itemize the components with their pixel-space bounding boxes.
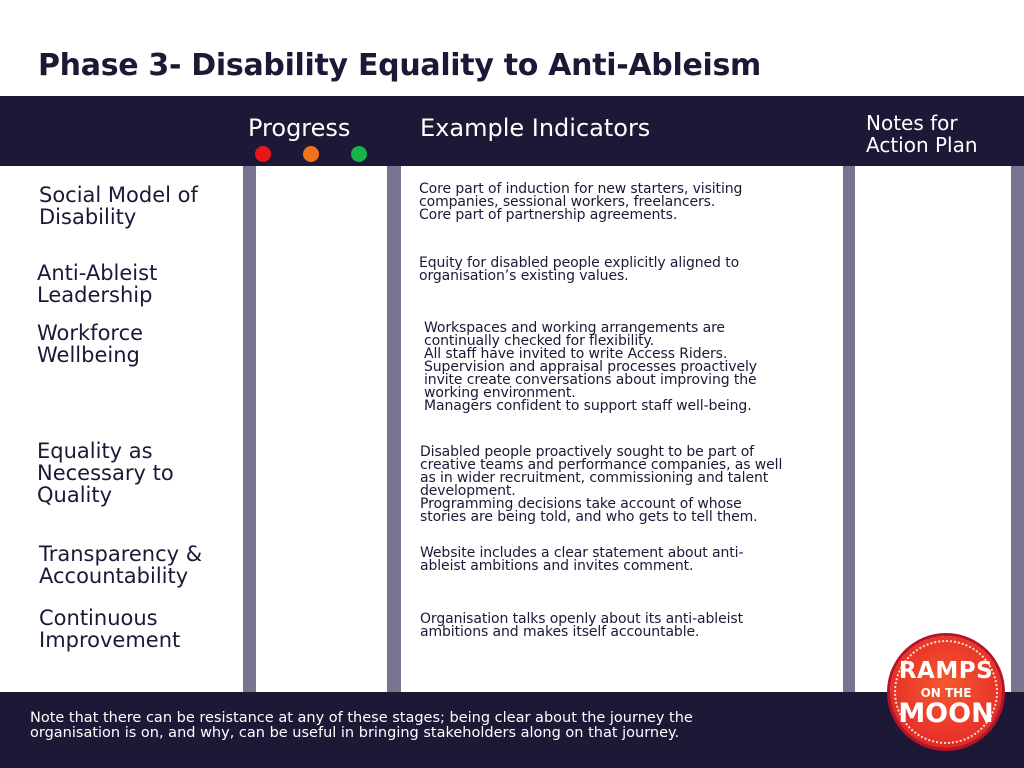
row-label-improvement	[39, 607, 239, 651]
indicator-line: Core part of partnership agreements.	[419, 207, 678, 223]
row-label-transparency	[39, 543, 239, 587]
row-label-line: Continuous	[39, 606, 158, 630]
indicator-leadership	[419, 257, 829, 283]
indicator-line: ambitions and makes itself accountable.	[420, 624, 700, 640]
indicator-transparency	[420, 547, 830, 573]
indicator-equality-quality	[420, 446, 830, 524]
indicator-line: stories are being told, and who gets to tell them.	[420, 509, 758, 525]
indicator-line: Disabled people proactively sought to be part of	[420, 444, 754, 460]
indicator-line: Workspaces and working arrangements are	[424, 320, 725, 336]
indicator-line: companies, sessional workers, freelancers.	[419, 194, 716, 210]
notes-header-line: Notes for	[866, 111, 958, 135]
indicators-header: Example Indicators	[420, 114, 651, 142]
indicator-line: Website includes a clear statement about anti-	[420, 545, 744, 561]
page-title: Phase 3- Disability Equality to Anti-Ableism	[38, 48, 762, 83]
row-label-line: Social Model of	[39, 183, 198, 207]
notes-header	[866, 112, 1016, 156]
row-label-line: Leadership	[37, 283, 153, 307]
row-label-line: Workforce	[37, 321, 144, 345]
row-label-line: Necessary to	[37, 461, 174, 485]
footer-note-line: Note that there can be resistance at any of these stages; being clear about the journey the	[30, 710, 693, 726]
indicator-line: invite create conversations about improving the	[424, 372, 757, 388]
indicator-line: Equity for disabled people explicitly aligned to	[419, 255, 740, 271]
progress-green-dot	[351, 146, 367, 162]
indicator-line: continually checked for flexibility.	[424, 333, 655, 349]
indicator-line: Supervision and appraisal processes proactively	[424, 359, 757, 375]
indicator-line: creative teams and performance companies, as well	[420, 457, 783, 473]
row-label-line: Equality as	[37, 439, 153, 463]
row-label-line: Transparency &	[39, 542, 203, 566]
row-label-line: Quality	[37, 483, 113, 507]
notes-header-line: Action Plan	[866, 133, 978, 157]
row-label-equality-quality	[37, 440, 237, 506]
footer-note	[30, 711, 830, 741]
logo-text-moon: MOON	[898, 698, 994, 729]
indicator-social-model	[419, 183, 829, 222]
indicator-line: organisation’s existing values.	[419, 268, 629, 284]
logo-text-ramps: RAMPS	[898, 658, 994, 684]
indicator-line: working environment.	[424, 385, 576, 401]
row-label-wellbeing	[37, 322, 237, 366]
logo-text-on-the: ON THE	[920, 686, 972, 700]
indicator-line: Organisation talks openly about its anti-ableist	[420, 611, 743, 627]
indicator-wellbeing	[424, 322, 834, 413]
column-divider	[843, 166, 855, 692]
progress-header: Progress	[248, 114, 351, 142]
row-label-line: Improvement	[39, 628, 181, 652]
indicator-line: Programming decisions take account of whose	[420, 496, 742, 512]
row-label-line: Disability	[39, 205, 137, 229]
indicator-line: Managers confident to support staff well-being.	[424, 398, 752, 414]
indicator-line: Core part of induction for new starters, visiting	[419, 181, 743, 197]
ramps-on-the-moon-logo	[890, 636, 1002, 748]
indicator-line: as in wider recruitment, commissioning and talent	[420, 470, 769, 486]
indicator-line: All staff have invited to write Access Riders.	[424, 346, 728, 362]
column-divider	[387, 166, 401, 692]
row-label-social-model	[39, 184, 239, 228]
row-label-line: Anti-Ableist	[37, 261, 158, 285]
indicator-line: development.	[420, 483, 516, 499]
footer-note-line: organisation is on, and why, can be useful in bringing stakeholders along on that journey.	[30, 725, 680, 741]
indicator-improvement	[420, 613, 830, 639]
row-label-leadership	[37, 262, 237, 306]
row-label-line: Wellbeing	[37, 343, 140, 367]
column-divider	[1011, 166, 1024, 692]
indicator-line: ableist ambitions and invites comment.	[420, 558, 694, 574]
column-divider	[243, 166, 256, 692]
row-label-line: Accountability	[39, 564, 189, 588]
progress-orange-dot	[303, 146, 319, 162]
progress-red-dot	[255, 146, 271, 162]
